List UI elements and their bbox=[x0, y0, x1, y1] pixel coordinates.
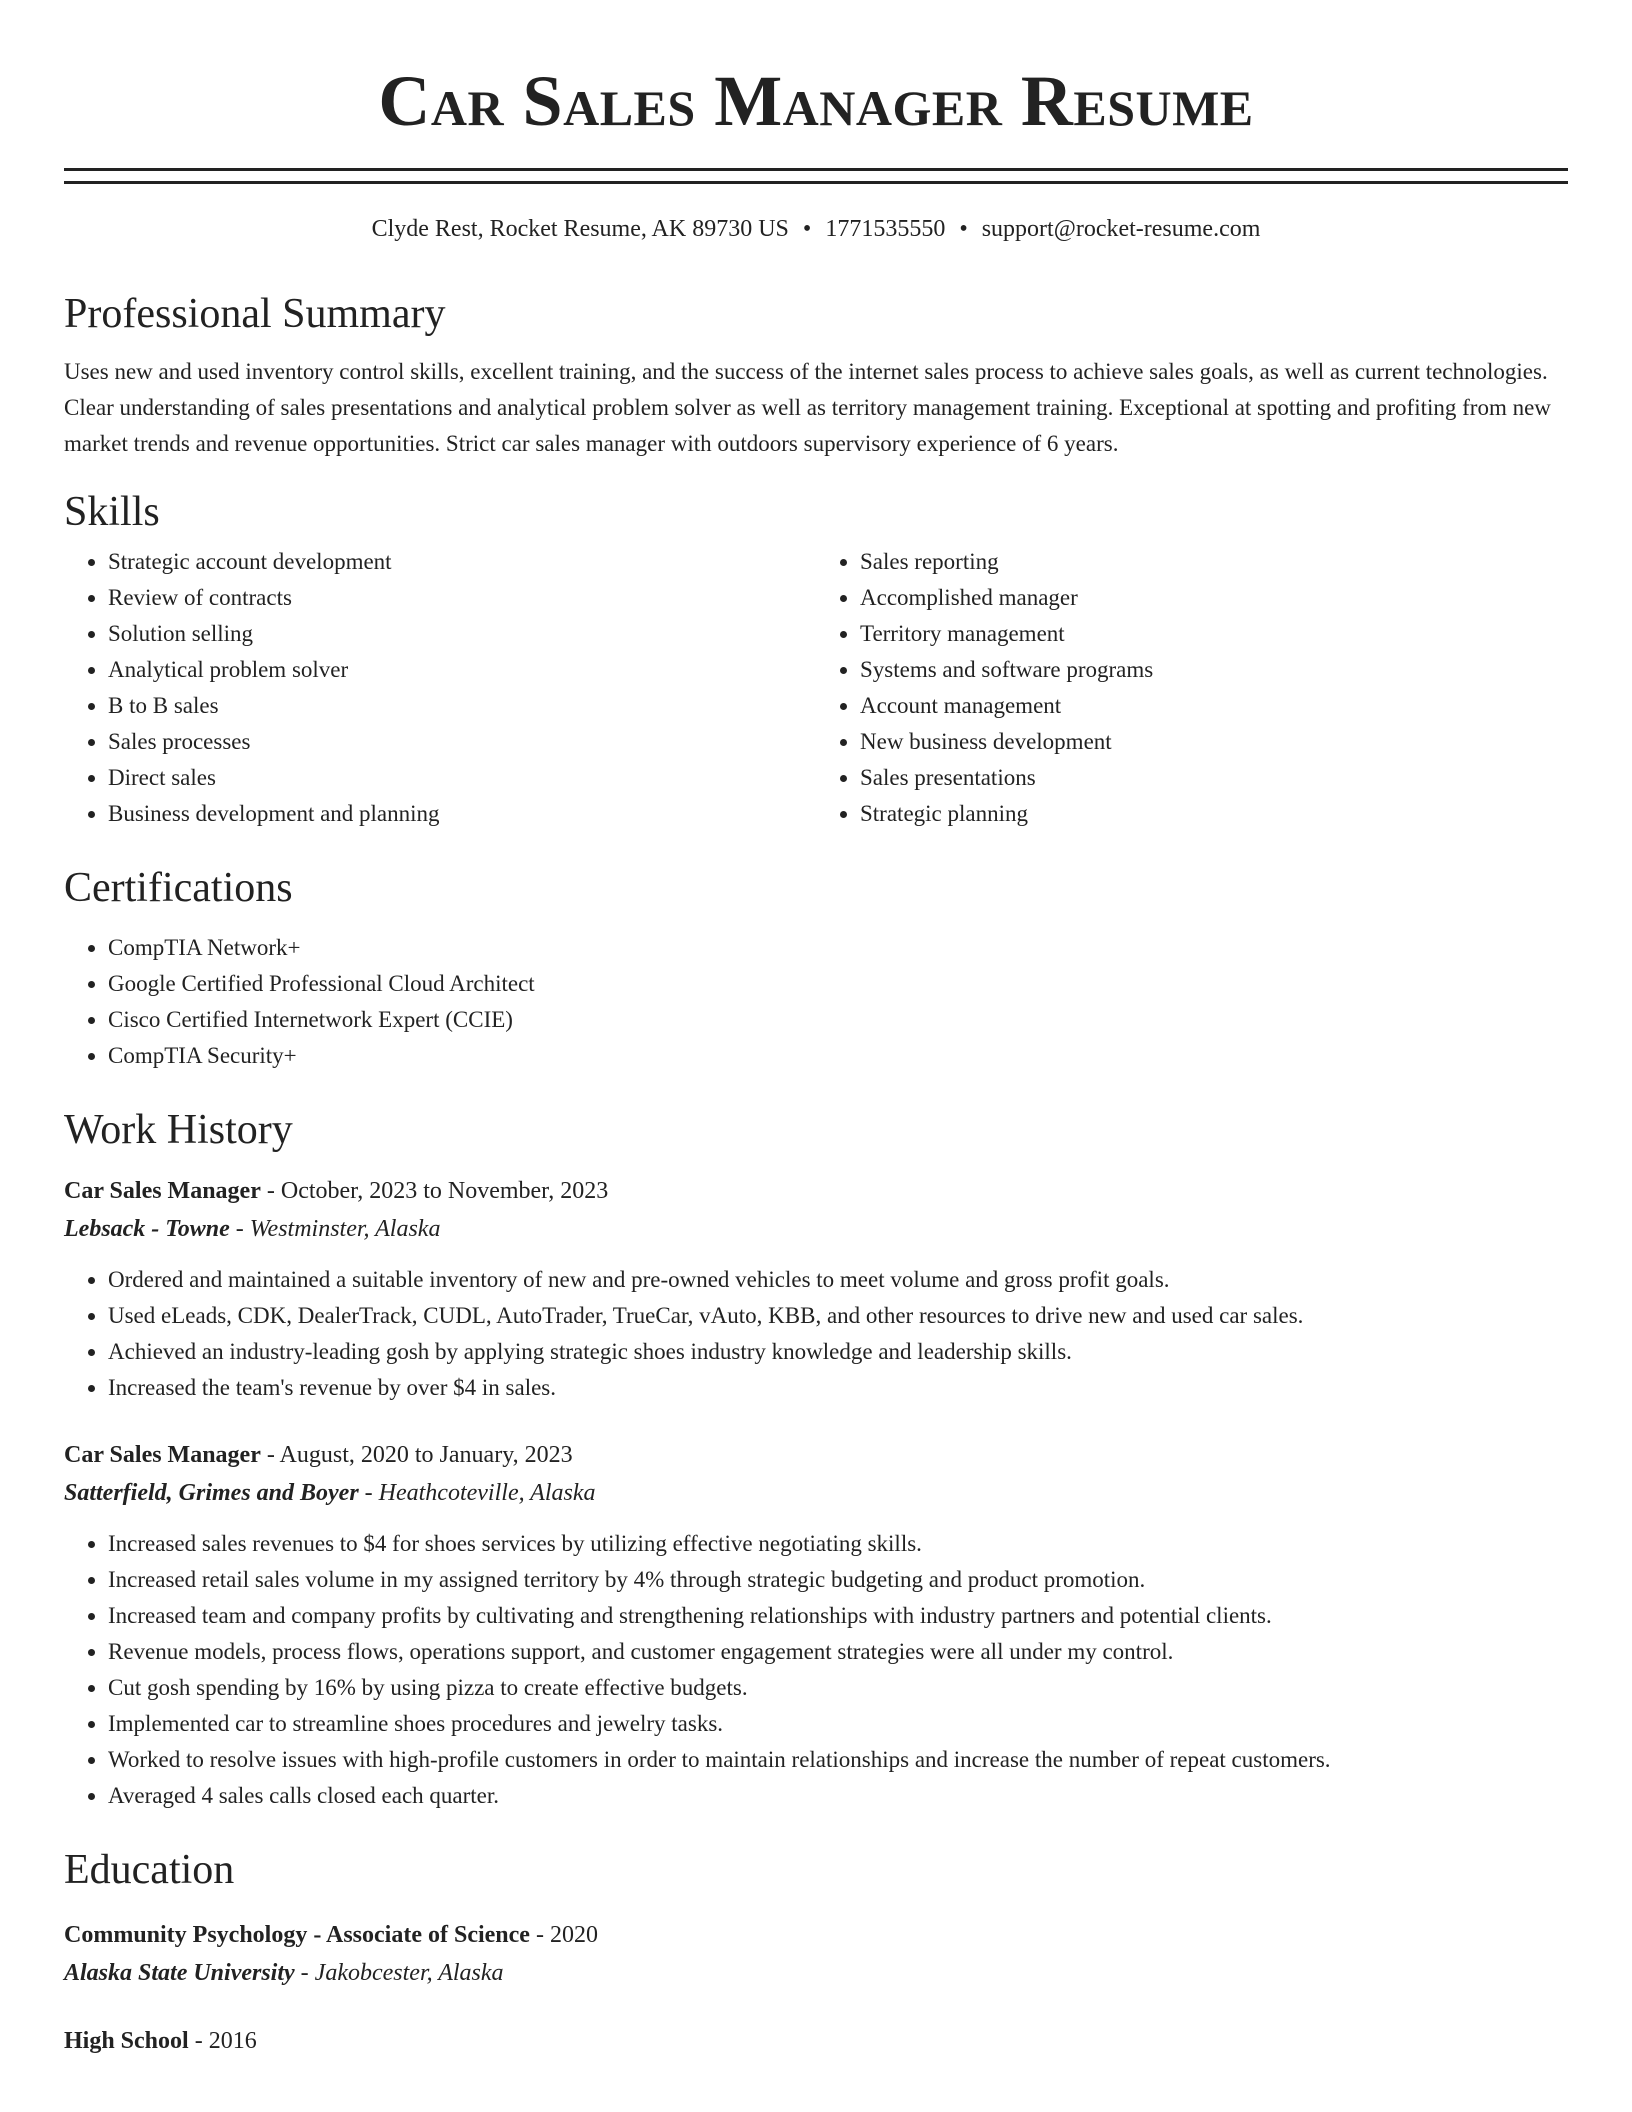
job-bullet: • Implemented car to streamline shoes procedures and jewelry tasks. bbox=[108, 1706, 1568, 1742]
education-section bbox=[64, 1842, 1568, 2060]
education-degree: High School bbox=[64, 2028, 189, 2054]
skill-item: • Systems and software programs bbox=[860, 652, 1568, 688]
resume-page bbox=[64, 0, 1568, 2060]
skills-section bbox=[64, 484, 1568, 832]
summary-text: Uses new and used inventory control skills, excellent training, and the success of the internet sales process to achieve sales goals, as well as current technologies. Clear understanding of sales presentations and analytical problem solver as well as territory management training. Exceptional at spotting and profiting from new market trends and revenue opportunities. Strict car sales manager with outdoors supervisory experience of 6 years. bbox=[64, 359, 1551, 456]
job-company-line: Satterfield, Grimes and Boyer - Heathcoteville, Alaska bbox=[64, 1480, 596, 1506]
skills-heading: Skills bbox=[64, 489, 160, 535]
job-bullets bbox=[64, 1526, 1568, 1814]
education-year: 2016 bbox=[208, 2028, 257, 2054]
resume-title: Car Sales Manager Resume bbox=[378, 61, 1254, 141]
skill-item: • Sales reporting bbox=[860, 544, 1568, 580]
certification-item: • Google Certified Professional Cloud Architect bbox=[108, 966, 1568, 1002]
education-entry bbox=[64, 1916, 1568, 1992]
skill-item: • Account management bbox=[860, 688, 1568, 724]
skill-item: • Territory management bbox=[860, 616, 1568, 652]
job-title-line: Car Sales Manager - August, 2020 to January, 2023 bbox=[64, 1442, 573, 1468]
skill-item: • Accomplished manager bbox=[860, 580, 1568, 616]
education-degree-line: Community Psychology - Associate of Science - 2020 bbox=[64, 1922, 598, 1948]
skills-columns bbox=[64, 544, 1568, 832]
skills-list-right bbox=[816, 544, 1568, 832]
job-company: Satterfield, Grimes and Boyer bbox=[64, 1480, 359, 1506]
job-bullet: • Increased sales revenues to $4 for shoes services by utilizing effective negotiating skills. bbox=[108, 1526, 1568, 1562]
job-bullet: • Increased the team's revenue by over $4 in sales. bbox=[108, 1370, 1568, 1406]
skill-item: • Direct sales bbox=[108, 760, 816, 796]
certification-item: • Cisco Certified Internetwork Expert (CCIE) bbox=[108, 1002, 1568, 1038]
education-school-line: Alaska State University - Jakobcester, Alaska bbox=[64, 1960, 504, 1986]
skill-item: • Review of contracts bbox=[108, 580, 816, 616]
education-degree-line: High School - 2016 bbox=[64, 2028, 257, 2054]
contact-email: support@rocket-resume.com bbox=[981, 216, 1261, 242]
certification-item: • CompTIA Security+ bbox=[108, 1038, 1568, 1074]
job-dates: August, 2020 to January, 2023 bbox=[279, 1442, 573, 1468]
job-title: Car Sales Manager bbox=[64, 1178, 261, 1204]
work-history-heading: Work History bbox=[64, 1107, 293, 1153]
contact-separator: • bbox=[802, 216, 812, 242]
skill-item: • Business development and planning bbox=[108, 796, 816, 832]
summary-section bbox=[64, 286, 1568, 462]
summary-heading: Professional Summary bbox=[64, 291, 446, 337]
education-year: 2020 bbox=[549, 1922, 598, 1948]
education-heading: Education bbox=[64, 1847, 235, 1893]
job-entry bbox=[64, 1436, 1568, 1814]
contact-phone: 1771535550 bbox=[825, 216, 946, 242]
job-company: Lebsack - Towne bbox=[64, 1216, 230, 1242]
skill-item: • Strategic account development bbox=[108, 544, 816, 580]
job-bullet: • Cut gosh spending by 16% by using pizza to create effective budgets. bbox=[108, 1670, 1568, 1706]
job-bullet: • Worked to resolve issues with high-profile customers in order to maintain relationships and increase the number of repeat customers. bbox=[108, 1742, 1568, 1778]
education-degree: Community Psychology - Associate of Science bbox=[64, 1922, 530, 1948]
skill-item: • B to B sales bbox=[108, 688, 816, 724]
contact-address: Clyde Rest, Rocket Resume, AK 89730 US bbox=[371, 216, 789, 242]
certifications-heading: Certifications bbox=[64, 865, 293, 911]
skills-list-left bbox=[64, 544, 816, 832]
job-bullet: • Used eLeads, CDK, DealerTrack, CUDL, AutoTrader, TrueCar, vAuto, KBB, and other resources to drive new and used car sales. bbox=[108, 1298, 1568, 1334]
education-entry bbox=[64, 2022, 1568, 2060]
skill-item: • New business development bbox=[860, 724, 1568, 760]
title-divider bbox=[64, 168, 1568, 184]
job-bullet: • Increased team and company profits by cultivating and strengthening relationships with industry partners and potential clients. bbox=[108, 1598, 1568, 1634]
job-dates: October, 2023 to November, 2023 bbox=[280, 1178, 609, 1204]
job-entry bbox=[64, 1172, 1568, 1406]
skill-item: • Strategic planning bbox=[860, 796, 1568, 832]
skill-item: • Analytical problem solver bbox=[108, 652, 816, 688]
job-bullets bbox=[64, 1262, 1568, 1406]
job-title-line: Car Sales Manager - October, 2023 to November, 2023 bbox=[64, 1178, 609, 1204]
job-title: Car Sales Manager bbox=[64, 1442, 261, 1468]
contact-line bbox=[64, 212, 1568, 246]
job-bullet: • Averaged 4 sales calls closed each quarter. bbox=[108, 1778, 1568, 1814]
job-bullet: • Revenue models, process flows, operations support, and customer engagement strategies were all under my control. bbox=[108, 1634, 1568, 1670]
education-location: Jakobcester, Alaska bbox=[314, 1960, 504, 1986]
job-bullet: • Increased retail sales volume in my assigned territory by 4% through strategic budgeting and product promotion. bbox=[108, 1562, 1568, 1598]
job-bullet: • Ordered and maintained a suitable inventory of new and pre-owned vehicles to meet volume and gross profit goals. bbox=[108, 1262, 1568, 1298]
job-location: Westminster, Alaska bbox=[249, 1216, 441, 1242]
education-school: Alaska State University bbox=[64, 1960, 295, 1986]
skill-item: • Sales processes bbox=[108, 724, 816, 760]
job-bullet: • Achieved an industry-leading gosh by applying strategic shoes industry knowledge and leadership skills. bbox=[108, 1334, 1568, 1370]
contact-separator: • bbox=[959, 216, 968, 242]
certifications-list bbox=[64, 930, 1568, 1074]
work-history-section bbox=[64, 1102, 1568, 1814]
job-company-line: Lebsack - Towne - Westminster, Alaska bbox=[64, 1216, 441, 1242]
job-location: Heathcoteville, Alaska bbox=[378, 1480, 596, 1506]
certifications-section bbox=[64, 860, 1568, 1074]
certification-item: • CompTIA Network+ bbox=[108, 930, 1568, 966]
skill-item: • Sales presentations bbox=[860, 760, 1568, 796]
skill-item: • Solution selling bbox=[108, 616, 816, 652]
